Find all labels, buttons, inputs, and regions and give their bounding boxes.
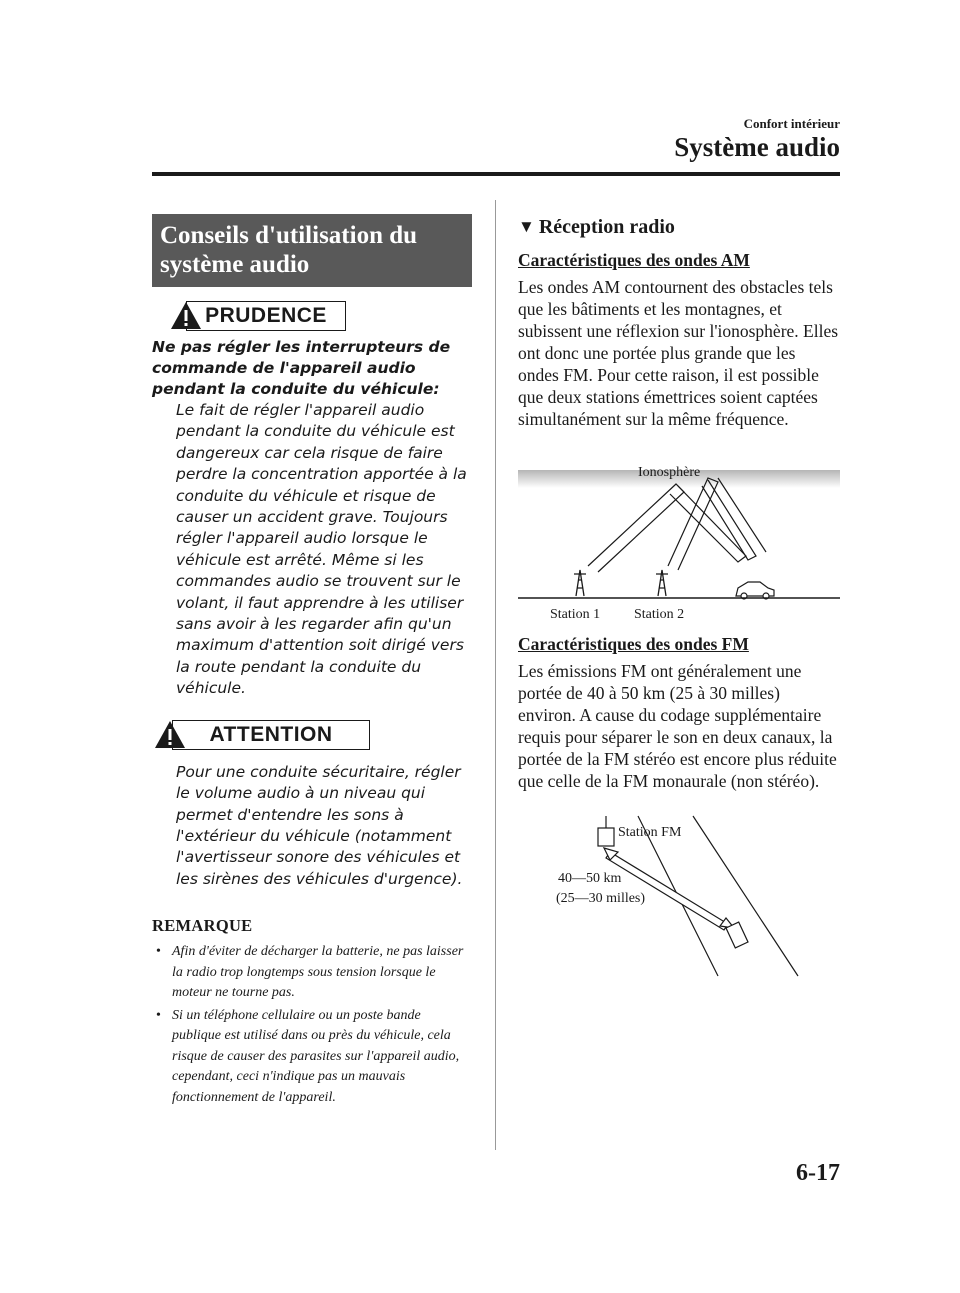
note-item: • Si un téléphone cellulaire ou un poste bande publique est utilisé dans ou près du véhicule, cela risque de causer des parasites sur l'appareil audio, cependant, ceci n'indique pas un mauvais fonctionnement de l'appareil.	[152, 1006, 472, 1109]
attention-label: ATTENTION	[209, 722, 333, 746]
attention-banner	[172, 720, 370, 750]
fm-range-km: 40—50 km	[558, 871, 622, 886]
attention-body: Pour une conduite sécuritaire, régler le volume audio à un niveau qui permet d'entendre les sons à l'extérieur du véhicule (notamment l'avertisseur sonore des véhicules et les sirènes des véhicules d'urgence).	[176, 762, 463, 888]
am-wave	[588, 484, 684, 572]
section-title: Conseils d'utilisation du système audio	[152, 214, 472, 287]
am-wave	[670, 486, 746, 562]
header-rule	[152, 172, 840, 176]
note-title: REMARQUE	[152, 916, 253, 936]
station-2-label: Station 2	[634, 607, 685, 622]
road-edge	[693, 816, 798, 976]
fm-station-label: Station FM	[618, 825, 682, 840]
am-wave	[668, 478, 718, 570]
fm-range-miles: (25—30 milles)	[556, 891, 646, 906]
triangle-down-icon: ▼	[518, 217, 535, 236]
antenna-tower-icon	[656, 570, 668, 596]
antenna-tower-icon	[574, 570, 586, 596]
chapter-label: Confort intérieur	[743, 116, 840, 131]
am-heading: Caractéristiques des ondes AM	[518, 250, 750, 270]
caution-heading: Ne pas régler les interrupteurs de commande de l'appareil audio pendant la conduite du véhicule:	[152, 338, 451, 398]
warning-triangle-icon	[153, 719, 187, 751]
am-text: Les ondes AM contournent des obstacles tels que les bâtiments et les montagnes, et subissent une réflexion sur l'ionosphère. Elles ont donc une portée plus grande que les ondes FM. Pour cette raison, il est possible que deux stations émettrices soient captées simultanément sur la même fréquence.	[518, 277, 839, 429]
ionosphere-label: Ionosphère	[638, 465, 701, 480]
range-arrow	[604, 848, 734, 930]
caution-label: PRUDENCE	[205, 304, 327, 327]
warning-triangle-icon	[169, 300, 203, 332]
page-number: 6-17	[796, 1160, 840, 1186]
fm-diagram	[518, 806, 840, 976]
left-column	[152, 214, 472, 1110]
am-wave	[718, 478, 766, 552]
car-icon	[736, 582, 774, 599]
fm-heading: Caractéristiques des ondes FM	[518, 634, 749, 654]
note-item: • Afin d'éviter de décharger la batterie, ne pas laisser la radio trop longtemps sous tension lorsque le moteur ne tourne pas.	[152, 942, 472, 1004]
fm-text: Les émissions FM ont généralement une portée de 40 à 50 km (25 à 30 milles) environ. A cause du codage supplémentaire requis pour séparer le son en deux canaux, la portée de la FM stéréo est encore plus réduite que celle de la FM monaurale (non stéréo).	[518, 661, 837, 791]
subsection-title-text: Réception radio	[538, 215, 675, 238]
page-header-title: Système audio	[674, 132, 840, 162]
note-list	[152, 942, 472, 1108]
caution-body: Le fait de régler l'appareil audio pendant la conduite du véhicule est dangereux car cela risque de faire perdre la concentration apportée à la conduite du véhicule et risque de causer un accident grave. Toujours régler l'appareil audio lorsque le véhicule est arrêté. Même si les commandes audio se trouvent sur le volant, il faut apprendre à les utiliser sans avoir à les regarder afin qu'un maximum d'attention soit dirigé vers la route pendant la conduite du véhicule.	[176, 401, 467, 698]
column-divider	[495, 200, 496, 1150]
station-1-label: Station 1	[550, 607, 601, 622]
car-icon	[726, 922, 748, 948]
caution-banner	[186, 301, 346, 331]
fm-station-icon	[598, 816, 614, 846]
subsection-title	[518, 214, 840, 240]
right-column	[518, 214, 840, 976]
am-diagram	[518, 448, 840, 622]
am-wave	[702, 480, 756, 560]
